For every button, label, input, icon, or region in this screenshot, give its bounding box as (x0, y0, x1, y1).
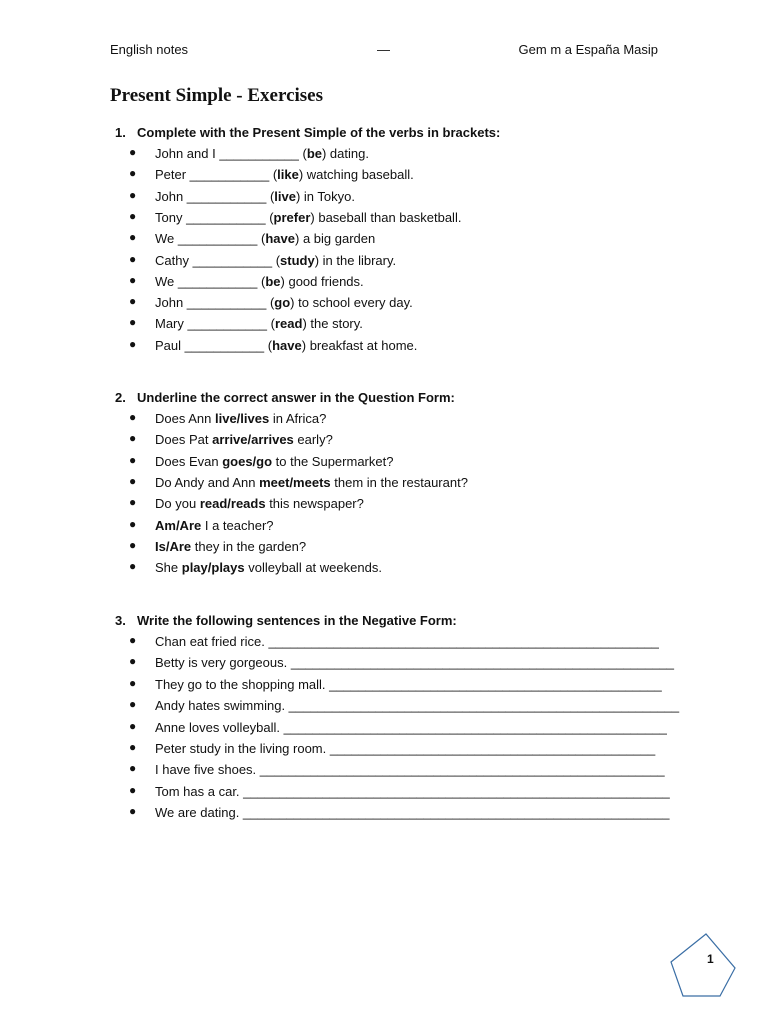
bullet-icon: ● (129, 251, 137, 266)
item-text-start: We are dating. ___________________________________________________________ (155, 805, 670, 821)
list-item-text (155, 741, 655, 756)
item-text-bold: Am/Are (155, 517, 202, 533)
page-header (110, 42, 658, 60)
section-title (115, 613, 457, 628)
header-middle: — (377, 42, 390, 57)
list-item-text (155, 655, 674, 670)
item-text-start: Paul ___________ ( (155, 337, 273, 353)
item-text-bold: have (272, 337, 302, 353)
list-item-text (155, 784, 670, 799)
bullet-icon: ● (129, 761, 137, 776)
bullet-icon: ● (129, 410, 137, 424)
page-number: 1 (707, 952, 714, 966)
item-text-end: ) good friends. (280, 273, 364, 289)
bullet-icon: ● (129, 697, 137, 712)
list-item-text (155, 475, 468, 490)
item-text-end: ) in Tokyo. (295, 188, 355, 204)
item-text-bold: live/lives (215, 411, 270, 426)
item-text-bold: like (277, 167, 299, 183)
list-item-text (155, 560, 382, 575)
section-number: 3. (115, 613, 126, 628)
bullet-icon: ● (129, 740, 137, 754)
item-text-start: John ___________ ( (155, 188, 275, 204)
list-item-text (155, 454, 393, 469)
item-text-bold: Is/Are (155, 538, 192, 554)
item-text-start: We ___________ ( (155, 273, 266, 289)
bullet-icon: ● (129, 272, 137, 287)
item-text-end: ) to school every day. (290, 295, 413, 311)
section-title (115, 390, 455, 405)
list-item-text (155, 805, 670, 820)
section-number: 1. (115, 125, 126, 140)
item-text-bold: prefer (273, 209, 311, 225)
list-item-text (155, 338, 417, 353)
bullet-icon: ● (129, 336, 137, 351)
list-item-text (155, 316, 363, 331)
list-item-text (155, 518, 274, 533)
item-text-bold: meet/meets (259, 474, 331, 490)
item-text-start: We ___________ ( (155, 231, 266, 247)
list-item-text (155, 274, 364, 289)
section-title-text: Write the following sentences in the Negative Form: (137, 613, 457, 628)
bullet-icon: ● (129, 804, 137, 819)
item-text-start: Peter ___________ ( (155, 167, 278, 183)
item-text-end: volleyball at weekends. (244, 560, 382, 576)
item-text-start: Betty is very gorgeous. _____________________________________________________ (155, 655, 675, 671)
list-item-text (155, 231, 375, 246)
item-text-bold: arrive/arrives (212, 432, 294, 448)
bullet-icon: ● (129, 633, 137, 647)
item-text-end: I a teacher? (201, 517, 274, 533)
item-text-start: She (155, 560, 182, 576)
item-text-end: early? (293, 432, 333, 448)
item-text-start: They go to the shopping mall. ______________________________________________ (155, 676, 662, 692)
item-text-start: Does Pat (155, 432, 213, 448)
item-text-bold: read/reads (199, 496, 266, 512)
item-text-end: ) dating. (321, 146, 369, 161)
item-text-start: Chan eat fried rice. ______________________________________________________ (155, 634, 659, 649)
bullet-icon: ● (129, 431, 137, 446)
list-item-text (155, 411, 326, 426)
item-text-bold: read (274, 316, 303, 332)
list-item-text (155, 210, 461, 225)
list-item-text (155, 762, 665, 777)
bullet-icon: ● (129, 166, 137, 181)
bullet-icon: ● (129, 294, 137, 309)
bullet-icon: ● (129, 208, 137, 223)
bullet-icon: ● (129, 718, 137, 733)
bullet-icon: ● (129, 516, 137, 531)
item-text-bold: have (265, 231, 295, 247)
item-text-bold: goes/go (222, 453, 273, 469)
page-title: Present Simple - Exercises (110, 85, 324, 106)
list-item-text (155, 634, 659, 649)
item-text-end: to the Supermarket? (272, 453, 394, 469)
bullet-icon: ● (129, 675, 137, 690)
item-text-start: Cathy ___________ ( (155, 252, 281, 268)
item-text-bold: live (274, 188, 296, 204)
list-item-text (155, 295, 413, 310)
item-text-end: ) the story. (302, 316, 363, 332)
bullet-icon: ● (129, 452, 137, 467)
item-text-start: Does Evan (155, 453, 223, 469)
list-item-text (155, 432, 333, 447)
bullet-icon: ● (129, 782, 137, 797)
item-text-start: Mary ___________ ( (155, 316, 275, 332)
item-text-start: John and I ___________ ( (155, 146, 307, 161)
item-text-bold: study (280, 252, 315, 268)
bullet-icon: ● (129, 315, 137, 330)
item-text-end: this newspaper? (265, 496, 364, 512)
page-corner-icon (668, 924, 768, 1024)
list-item-text (155, 146, 369, 161)
item-text-start: I have five shoes. ________________________________________________________ (155, 762, 665, 778)
item-text-end: ) a big garden (295, 231, 376, 247)
item-text-start: Anne loves volleyball. _____________________________________________________ (155, 719, 667, 735)
item-text-start: Tony ___________ ( (155, 209, 274, 225)
header-right: Gem m a España Masip (518, 42, 658, 57)
item-text-end: ) watching baseball. (298, 167, 414, 183)
item-text-end: them in the restaurant? (330, 474, 468, 490)
bullet-icon: ● (129, 145, 137, 159)
item-text-start: Do you (155, 496, 200, 512)
item-text-start: Andy hates swimming. ______________________________________________________ (155, 698, 680, 714)
list-item-text (155, 677, 662, 692)
list-item-text (155, 698, 679, 713)
item-text-start: Tom has a car. ___________________________________________________________ (155, 783, 670, 799)
page-number-badge (668, 924, 768, 1024)
item-text-bold: play/plays (181, 560, 245, 576)
item-text-end: ) in the library. (314, 252, 397, 268)
header-left: English notes (110, 42, 189, 57)
item-text-start: Does Ann (155, 411, 215, 426)
section-number: 2. (115, 390, 126, 405)
item-text-end: they in the garden? (191, 538, 307, 554)
item-text-end: ) breakfast at home. (301, 337, 418, 353)
item-text-bold: be (306, 146, 322, 161)
list-item-text (155, 167, 414, 182)
section-title (115, 125, 500, 140)
item-text-start: John ___________ ( (155, 295, 275, 311)
item-text-end: in Africa? (269, 411, 327, 426)
item-text-start: Peter study in the living room. _____________________________________________ (155, 741, 656, 756)
list-item-text (155, 496, 364, 511)
list-item-text (155, 189, 355, 204)
list-item-text (155, 253, 396, 268)
bullet-icon: ● (129, 187, 137, 202)
item-text-end: ) baseball than basketball. (310, 209, 462, 225)
section-title-text: Complete with the Present Simple of the verbs in brackets: (137, 125, 501, 140)
list-item-text (155, 539, 306, 554)
bullet-icon: ● (129, 537, 137, 552)
bullet-icon: ● (129, 473, 137, 488)
item-text-start: Do Andy and Ann (155, 474, 260, 490)
list-item-text (155, 720, 667, 735)
bullet-icon: ● (129, 559, 137, 574)
bullet-icon: ● (129, 654, 137, 669)
section-title-text: Underline the correct answer in the Question Form: (137, 390, 455, 405)
item-text-bold: be (265, 273, 281, 289)
bullet-icon: ● (129, 495, 137, 510)
bullet-icon: ● (129, 230, 137, 245)
item-text-bold: go (274, 295, 291, 311)
